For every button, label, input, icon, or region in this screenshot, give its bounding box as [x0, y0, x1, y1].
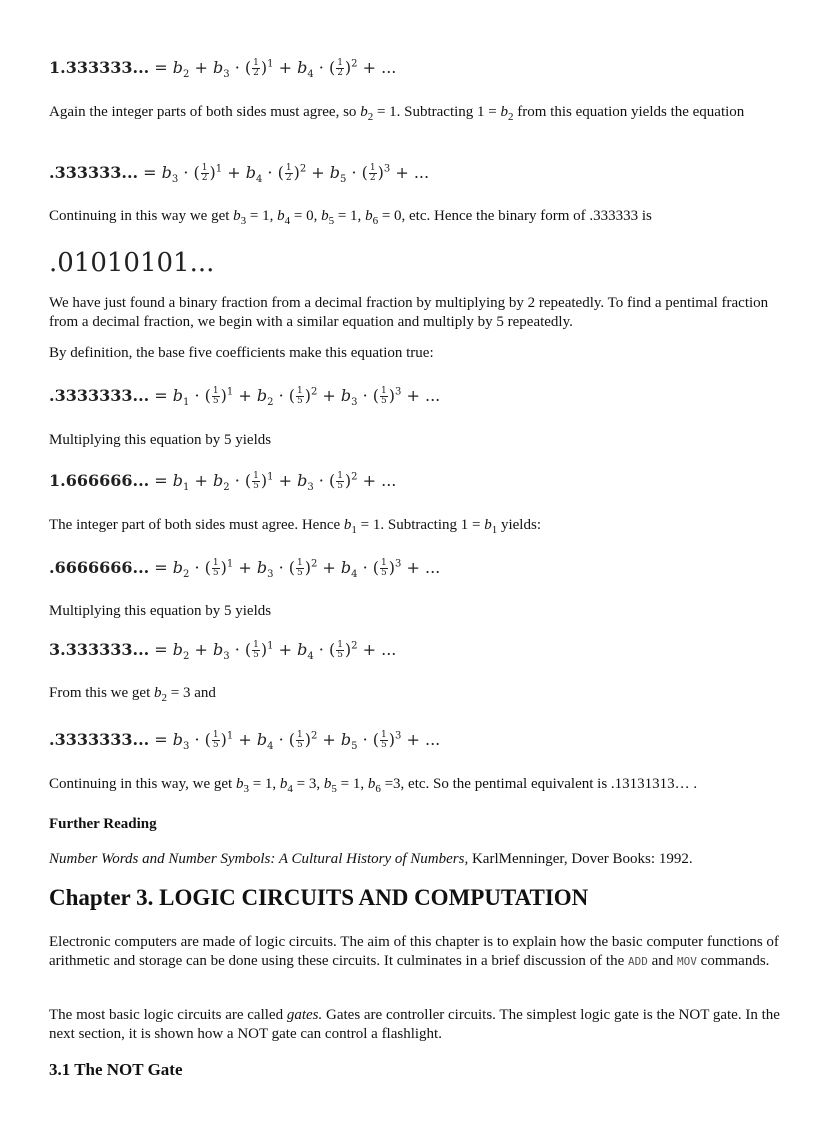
section-title: 3.1 The NOT Gate	[49, 1060, 183, 1079]
chapter-intro: Electronic computers are made of logic circuits. The aim of this chapter is to explain how the basic computer functions of arithmetic and storage can be done using these circuits. It culminates in a brief discussion of the ADD and MOV commands.	[49, 934, 779, 969]
equation-5: .6666666... = $b_2$ · ( $\frac{1}{5}$ )$^1 + b_3$ · ( $\frac{1}{5}$ )$^2 + b_4$ · ( $\frac{1}{5}$ )$^3$ + ...	[49, 558, 441, 581]
chapter-title: Chapter 3. LOGIC CIRCUITS AND COMPUTATION	[49, 885, 589, 910]
equation-6: 3.333333... = $b_2 + b_3$ · ( $\frac{1}{5}$ )$^1 + b_4$ · ( $\frac{1}{5}$ )$^2$ + ...	[49, 640, 397, 663]
mov-command: MOV	[677, 955, 697, 968]
equation-7: .3333333... = $b_3$ · ( $\frac{1}{5}$ )$^1 + b_4$ · ( $\frac{1}{5}$ )$^2 + b_5$ · ( $\frac{1}{5}$ )$^3$ + ...	[49, 730, 441, 753]
equation-4: 1.666666... = $b_1 + b_2$ · ( $\frac{1}{5}$ )$^1 + b_3$ · ( $\frac{1}{5}$ )$^2$ + ...	[49, 471, 397, 494]
paragraph-2: Continuing in this way we get $b_3 = 1$, $b_4 = 0$, $b_5 = 1$, $b_6 = 0$, etc. Hence the binary form of .333333 is	[49, 208, 652, 227]
paragraph-5: Multiplying this equation by 5 yields	[49, 432, 272, 448]
paragraph-8: From this we get $b_2 = 3$ and	[49, 685, 216, 704]
equation-2: .333333... = $b_3$ · ( $\frac{1}{2}$ )$^1 + b_4$ · ( $\frac{1}{2}$ )$^2 + b_5$ · ( $\frac{1}{2}$ )$^3$ + ...	[49, 163, 430, 186]
binary-result: .01010101...	[49, 248, 215, 278]
further-reading-heading: Further Reading	[49, 816, 157, 832]
equation-3: .3333333... = $b_1$ · ( $\frac{1}{5}$ )$^1 + b_2$ · ( $\frac{1}{5}$ )$^2 + b_3$ · ( $\frac{1}{5}$ )$^3$ + ...	[49, 386, 441, 409]
equation-1: 1.333333... = $b_2 + b_3$ · ( $\frac{1}{2}$ )$^1 + b_4$ · ( $\frac{1}{2}$ )$^2$ + ...	[49, 58, 397, 81]
paragraph-4: By definition, the base five coefficients make this equation true:	[49, 345, 434, 361]
further-reading-citation: Number Words and Number Symbols: A Cultural History of Numbers, KarlMenninger, Dover Books: 1992.	[49, 851, 693, 867]
paragraph-6: The integer part of both sides must agree. Hence $b_1 = 1$. Subtracting $1 = b_1$ yields:	[49, 517, 541, 536]
paragraph-1: Again the integer parts of both sides must agree, so $b_2 = 1$. Subtracting $1 = b_2$ from this equation yields the equation	[49, 104, 745, 123]
paragraph-3: We have just found a binary fraction from a decimal fraction by multiplying by 2 repeatedly. To find a pentimal fraction from a decimal fraction, we begin with a similar equation and multiply by 5 repeatedly.	[49, 295, 769, 330]
paragraph-9: Continuing in this way, we get $b_3 = 1$, $b_4 = 3$, $b_5 = 1$, $b_6 =3$, etc. So the pentimal equivalent is .13131313… .	[49, 776, 698, 795]
citation-title: Number Words and Number Symbols: A Cultural History of Numbers,	[49, 851, 469, 867]
add-command: ADD	[628, 955, 648, 968]
paragraph-7: Multiplying this equation by 5 yields	[49, 603, 272, 619]
chapter-paragraph-2: The most basic logic circuits are called gates. Gates are controller circuits. The simplest logic gate is the NOT gate. In the next section, it is shown how a NOT gate can control a flashlight.	[49, 1007, 780, 1042]
